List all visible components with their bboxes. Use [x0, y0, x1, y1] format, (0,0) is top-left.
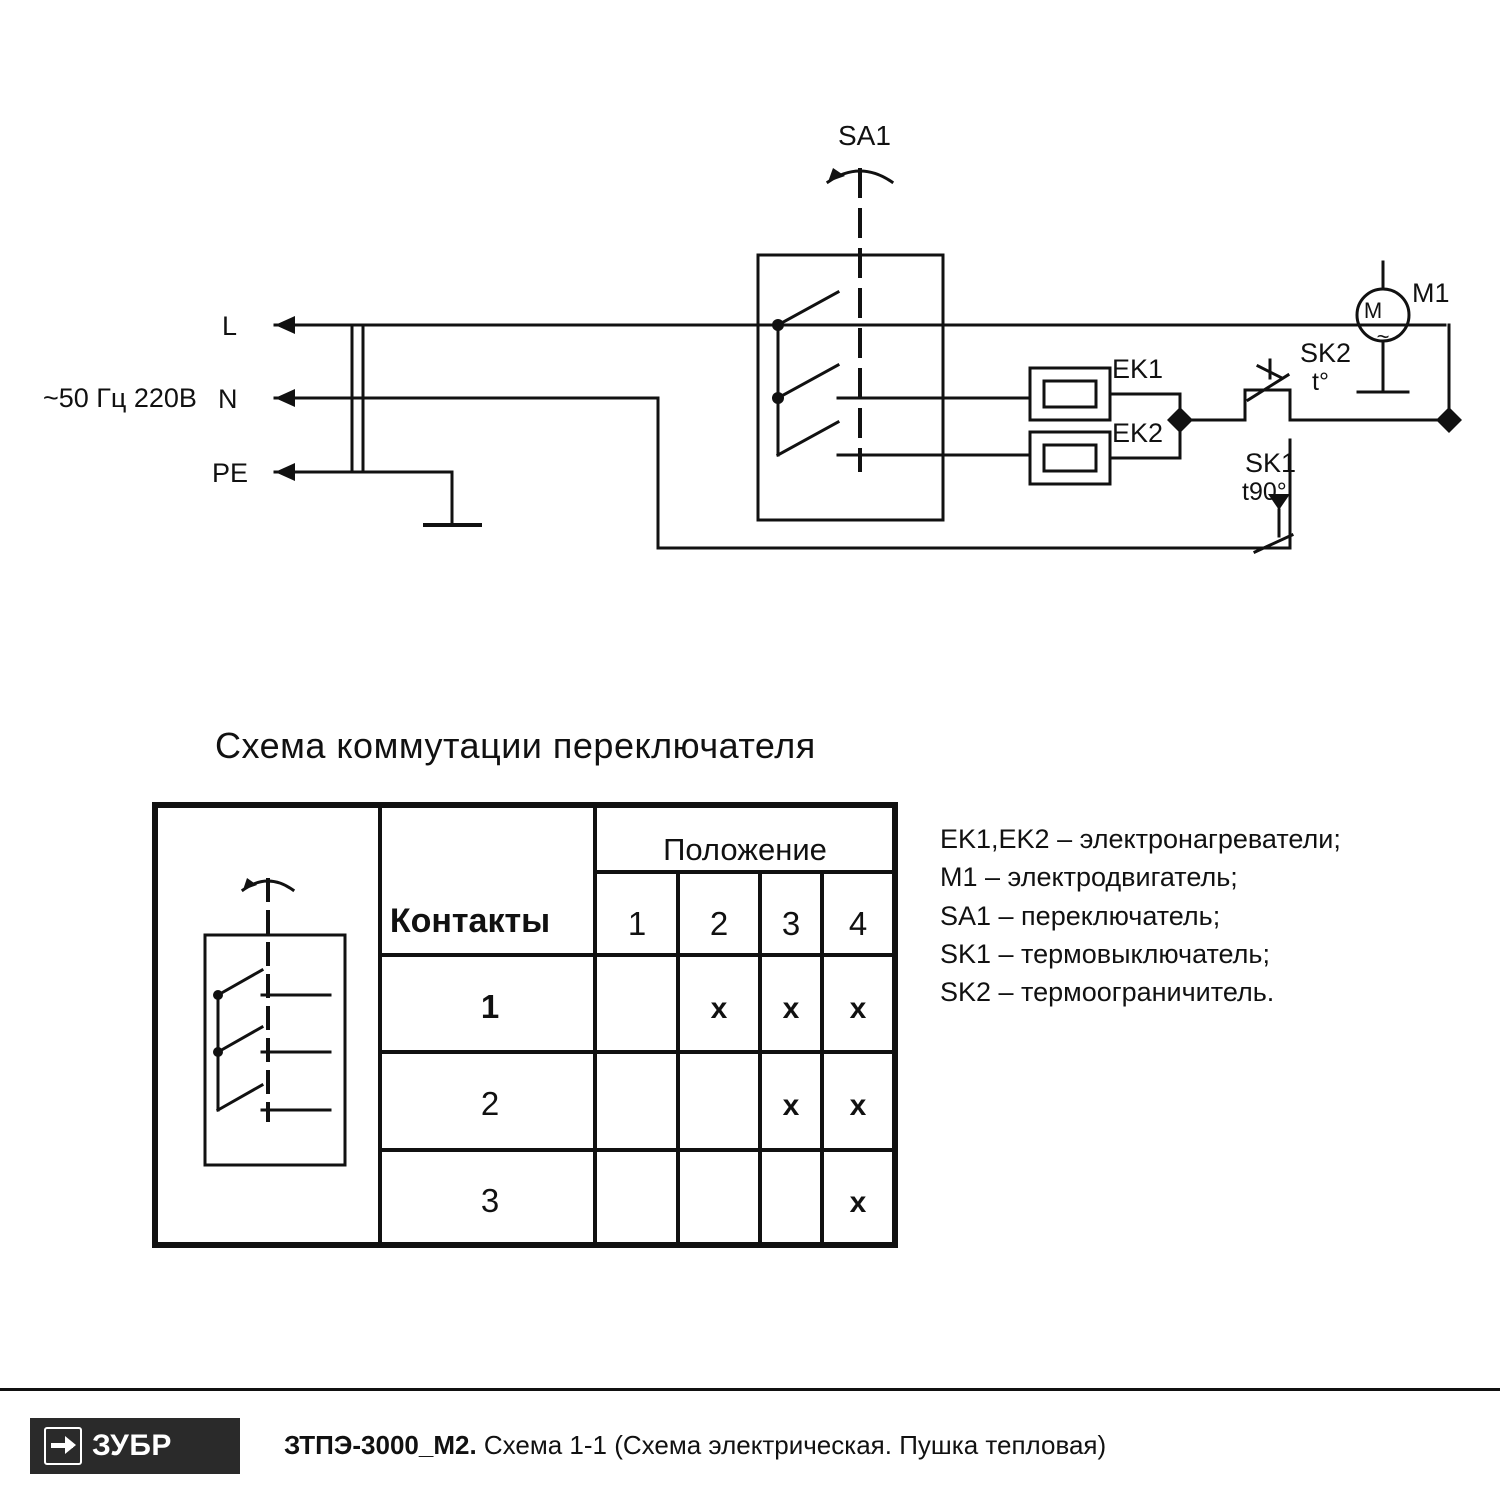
- right-bus-node: [1436, 407, 1462, 433]
- ek2-inner: [1044, 445, 1096, 471]
- arrow-N: [275, 389, 295, 407]
- label-m1: M1: [1412, 278, 1450, 308]
- table-position-4: 4: [848, 905, 868, 942]
- table-switch-arrow: [243, 878, 257, 890]
- cell-r1c3: x: [782, 992, 800, 1025]
- ek1-inner: [1044, 381, 1096, 407]
- table-header-contacts: Контакты: [389, 902, 551, 940]
- legend-line-1: EK1,EK2 – электронагреватели;: [940, 824, 1341, 854]
- ek2-outer: [1030, 432, 1110, 484]
- cell-r3c4: x: [849, 1186, 867, 1219]
- terminal-N: N: [218, 384, 238, 414]
- cell-r2c3: x: [782, 1089, 800, 1122]
- caption-text: Схема 1-1 (Схема электрическая. Пушка тепловая): [483, 1430, 1107, 1460]
- arrow-logo-icon: [44, 1427, 82, 1465]
- ek1-outer: [1030, 368, 1110, 420]
- label-sa1: SA1: [838, 120, 891, 151]
- label-ek2: EK2: [1112, 418, 1164, 448]
- motor-ac-symbol: ~: [1376, 324, 1390, 349]
- sa1-blade-2: [778, 365, 838, 398]
- brand-logo: [30, 1418, 240, 1474]
- table-switch-box: [205, 935, 345, 1165]
- label-sk2-value: t°: [1312, 368, 1329, 396]
- table-row-contact-2: 2: [480, 1085, 500, 1122]
- footer-bar: [0, 1388, 1500, 1500]
- table-switch-blade-3: [218, 1085, 262, 1110]
- table-position-2: 2: [709, 905, 729, 942]
- switch-table-title: Схема коммутации переключателя: [215, 725, 816, 766]
- terminal-L: L: [222, 311, 238, 341]
- label-sk1-value: t90°: [1242, 478, 1287, 506]
- legend-line-5: SK2 – термоограничитель.: [940, 977, 1275, 1008]
- motor-symbol: M: [1363, 298, 1383, 323]
- table-row-contact-3: 3: [480, 1182, 500, 1219]
- legend-line-3: SA1 – переключатель;: [940, 900, 1221, 931]
- legend-block: [940, 820, 1341, 1012]
- sa1-blade-3: [778, 422, 838, 455]
- cell-r1c4: x: [849, 992, 867, 1025]
- table-row-contact-1: 1: [480, 988, 500, 1025]
- ek-junction-node: [1167, 407, 1193, 433]
- sa1-box: [758, 255, 943, 520]
- label-sk2: SK2: [1300, 338, 1352, 368]
- cell-r2c4: x: [849, 1089, 867, 1122]
- table-position-1: 1: [627, 905, 647, 942]
- model-code: ЗТПЭ-3000_M2.: [284, 1430, 477, 1460]
- sa1-arc-arrow: [828, 168, 845, 182]
- label-ek1: EK1: [1112, 354, 1164, 384]
- label-sk1: SK1: [1245, 448, 1297, 478]
- arrow-L: [275, 316, 295, 334]
- table-switch-blade-1: [218, 970, 262, 995]
- table-header-positions: Положение: [663, 832, 827, 867]
- table-switch-blade-2: [218, 1027, 262, 1052]
- legend-line-2: M1 – электродвигатель;: [940, 862, 1238, 893]
- cell-r1c2: x: [710, 992, 728, 1025]
- arrow-PE: [275, 463, 295, 481]
- brand-name: ЗУБР: [92, 1428, 172, 1462]
- legend-line-4: SK1 – термовыключатель;: [940, 938, 1270, 969]
- footer-caption: [284, 1430, 1106, 1461]
- sa1-blade-1: [778, 292, 838, 325]
- table-position-3: 3: [781, 905, 801, 942]
- supply-label: ~50 Гц 220В: [43, 383, 197, 413]
- terminal-PE: PE: [212, 458, 249, 488]
